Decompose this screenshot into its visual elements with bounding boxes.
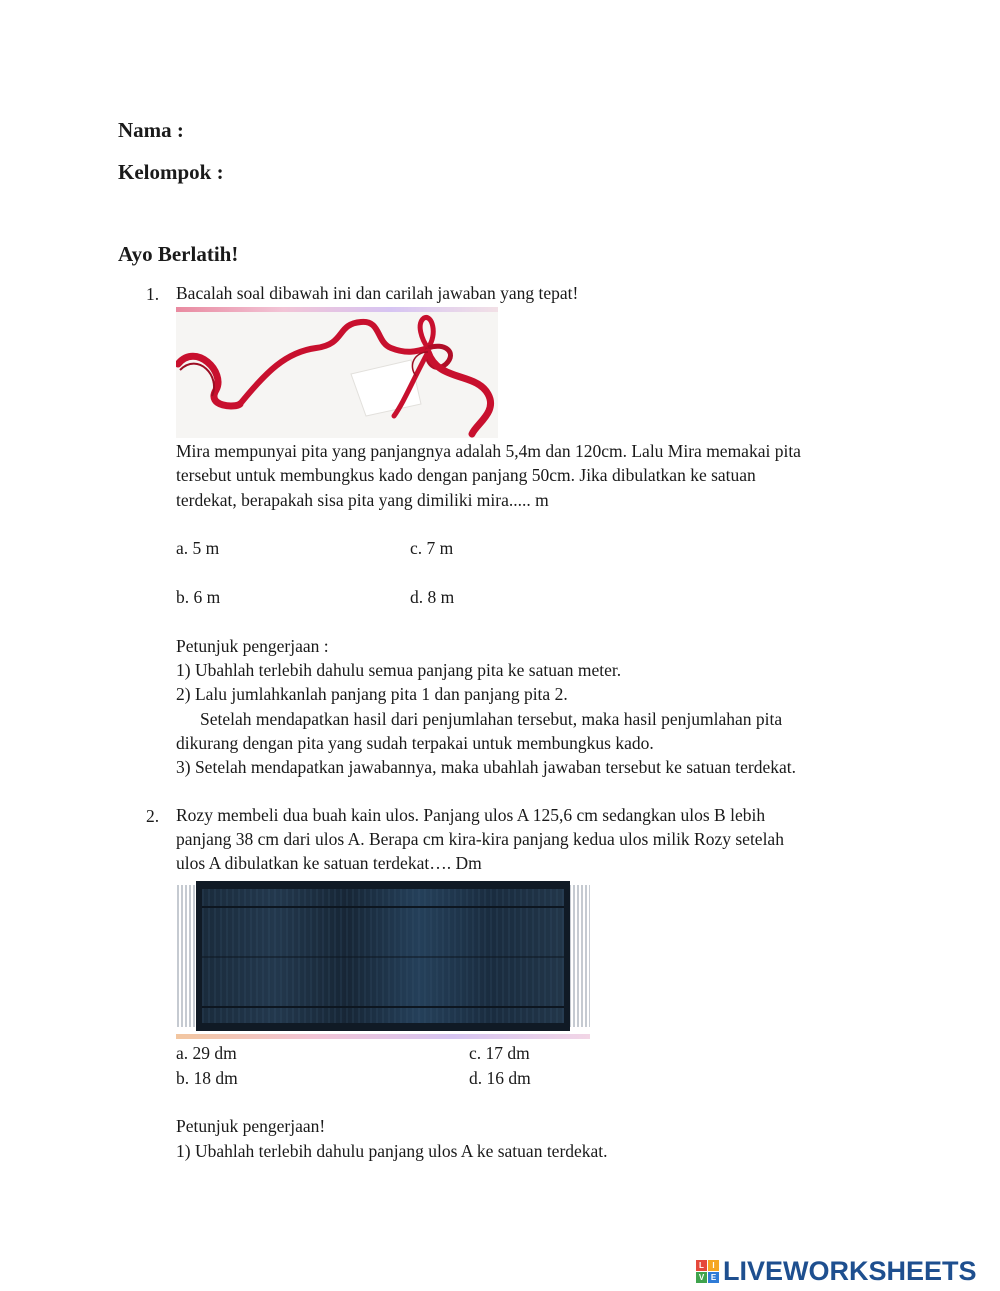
question-2-option-c[interactable]: c. 17 dm xyxy=(469,1043,530,1063)
logo-letter-v: V xyxy=(696,1272,707,1283)
question-1-option-c[interactable]: c. 7 m xyxy=(410,538,454,558)
question-2-hint-line-1: 1) Ubahlah terlebih dahulu panjang ulos A ke satuan terdekat. xyxy=(176,1141,608,1161)
question-1-hint-line-5: 3) Setelah mendapatkan jawabannya, maka ubahlah jawaban tersebut ke satuan terdekat. xyxy=(176,757,797,777)
question-2-option-d[interactable]: d. 16 dm xyxy=(469,1068,531,1088)
question-1-instruction: Bacalah soal dibawah ini dan carilah jawaban yang tepat! xyxy=(176,283,579,303)
question-2-option-a[interactable]: a. 29 dm xyxy=(176,1043,237,1063)
ulos-cloth-image xyxy=(176,877,590,1035)
question-1-option-d[interactable]: d. 8 m xyxy=(410,587,455,607)
ribbon-image xyxy=(176,312,498,438)
question-1-option-a[interactable]: a. 5 m xyxy=(176,538,220,558)
question-2-number: 2. xyxy=(146,806,160,826)
logo-letter-i: I xyxy=(708,1260,719,1271)
question-1-option-b[interactable]: b. 6 m xyxy=(176,587,221,607)
ribbon-icon xyxy=(176,312,498,438)
ulos-icon xyxy=(176,877,590,1035)
question-2-option-b[interactable]: b. 18 dm xyxy=(176,1068,238,1088)
question-1-hint-title: Petunjuk pengerjaan : xyxy=(176,636,329,656)
logo-letter-l: L xyxy=(696,1260,707,1271)
question-2-problem-line-2: panjang 38 cm dari ulos A. Berapa cm kira-kira panjang kedua ulos milik Rozy setelah xyxy=(176,829,784,849)
question-1-number: 1. xyxy=(146,284,160,304)
section-title: Ayo Berlatih! xyxy=(118,242,239,266)
image-bottom-stripe xyxy=(176,1034,590,1039)
group-label: Kelompok : xyxy=(118,160,224,184)
question-1-problem-line-2: tersebut untuk membungkus kado dengan panjang 50cm. Jika dibulatkan ke satuan xyxy=(176,465,756,485)
question-2-problem-line-1: Rozy membeli dua buah kain ulos. Panjang ulos A 125,6 cm sedangkan ulos B lebih xyxy=(176,805,766,825)
liveworksheets-logo[interactable] xyxy=(696,1256,977,1286)
question-1-hint-line-2: 2) Lalu jumlahkanlah panjang pita 1 dan panjang pita 2. xyxy=(176,684,568,704)
logo-mark-icon xyxy=(696,1260,719,1283)
question-1-hint-line-1: 1) Ubahlah terlebih dahulu semua panjang pita ke satuan meter. xyxy=(176,660,622,680)
question-1-problem-line-3: terdekat, berapakah sisa pita yang dimiliki mira..... m xyxy=(176,490,549,510)
question-1-problem-line-1: Mira mempunyai pita yang panjangnya adalah 5,4m dan 120cm. Lalu Mira memakai pita xyxy=(176,441,801,461)
question-2-problem-line-3: ulos A dibulatkan ke satuan terdekat…. Dm xyxy=(176,853,482,873)
question-1-hint-line-4: dikurang dengan pita yang sudah terpakai untuk membungkus kado. xyxy=(176,733,654,753)
question-2-hint-title: Petunjuk pengerjaan! xyxy=(176,1116,326,1136)
brand-name: LIVEWORKSHEETS xyxy=(723,1255,977,1286)
name-label: Nama : xyxy=(118,118,184,142)
question-1-hint-line-3: Setelah mendapatkan hasil dari penjumlahan tersebut, maka hasil penjumlahan pita xyxy=(200,709,783,729)
logo-letter-e: E xyxy=(708,1272,719,1283)
